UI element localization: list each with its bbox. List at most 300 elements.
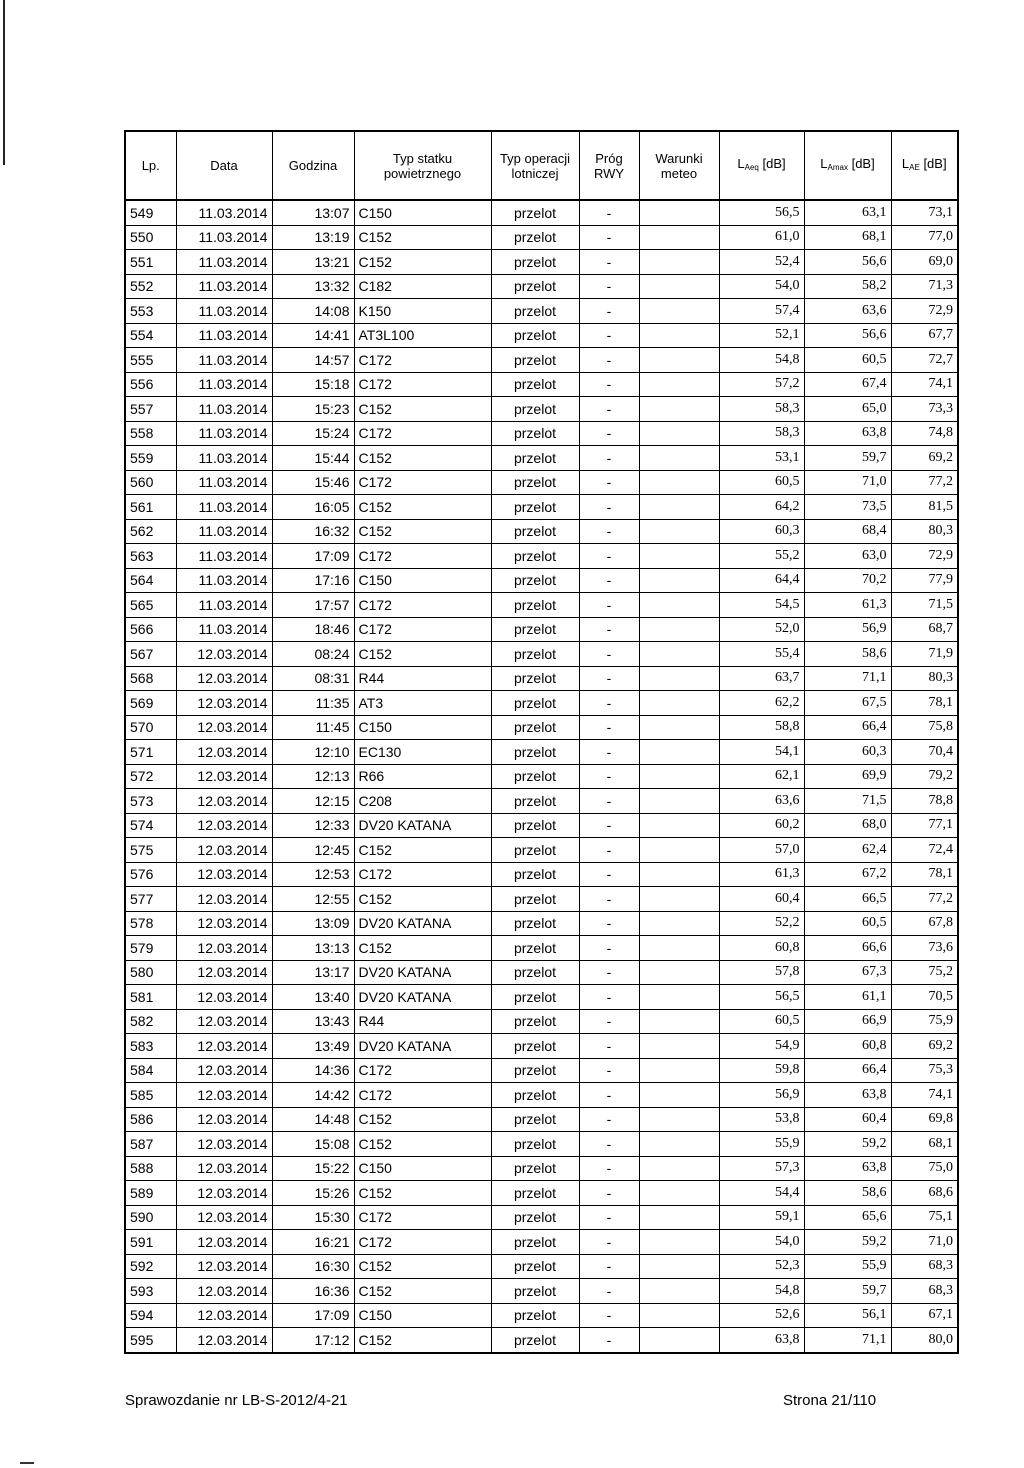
table-row — [125, 887, 958, 912]
cell-operation-type: przelot — [491, 911, 579, 936]
cell-operation-type: przelot — [491, 200, 579, 225]
cell-lp: 554 — [125, 323, 176, 348]
header-lp: Lp. — [125, 131, 176, 200]
cell-aircraft-type: C172 — [354, 862, 491, 887]
cell-runway-threshold: - — [579, 323, 639, 348]
table-row — [125, 642, 958, 667]
cell-weather — [639, 323, 719, 348]
cell-lae: 77,0 — [891, 225, 958, 250]
cell-weather — [639, 200, 719, 225]
cell-time: 18:46 — [272, 617, 354, 642]
cell-laeq: 55,2 — [719, 544, 804, 569]
cell-date: 12.03.2014 — [176, 1205, 272, 1230]
cell-date: 11.03.2014 — [176, 200, 272, 225]
cell-lae: 80,3 — [891, 666, 958, 691]
cell-runway-threshold: - — [579, 1254, 639, 1279]
cell-lamax: 65,0 — [804, 397, 891, 422]
cell-date: 11.03.2014 — [176, 250, 272, 275]
cell-laeq: 56,9 — [719, 1083, 804, 1108]
cell-aircraft-type: C172 — [354, 348, 491, 373]
cell-weather — [639, 862, 719, 887]
table-row — [125, 372, 958, 397]
cell-date: 11.03.2014 — [176, 323, 272, 348]
cell-lamax: 70,2 — [804, 568, 891, 593]
cell-runway-threshold: - — [579, 348, 639, 373]
cell-weather — [639, 1132, 719, 1157]
cell-laeq: 64,2 — [719, 495, 804, 520]
cell-lamax: 66,5 — [804, 887, 891, 912]
cell-aircraft-type: C152 — [354, 495, 491, 520]
cell-operation-type: przelot — [491, 1034, 579, 1059]
table-row — [125, 446, 958, 471]
cell-runway-threshold: - — [579, 446, 639, 471]
table-row — [125, 348, 958, 373]
cell-lamax: 56,6 — [804, 250, 891, 275]
cell-operation-type: przelot — [491, 642, 579, 667]
table-row — [125, 495, 958, 520]
header-laeq: $L_{Aeq}$ [dB] — [719, 131, 804, 200]
table-row — [125, 813, 958, 838]
cell-date: 11.03.2014 — [176, 299, 272, 324]
cell-lamax: 61,3 — [804, 593, 891, 618]
cell-time: 15:18 — [272, 372, 354, 397]
cell-weather — [639, 1009, 719, 1034]
cell-laeq: 61,0 — [719, 225, 804, 250]
cell-aircraft-type: DV20 KATANA — [354, 911, 491, 936]
cell-date: 12.03.2014 — [176, 1107, 272, 1132]
cell-lae: 67,7 — [891, 323, 958, 348]
cell-lamax: 58,6 — [804, 1181, 891, 1206]
table-row — [125, 1156, 958, 1181]
cell-runway-threshold: - — [579, 1034, 639, 1059]
cell-runway-threshold: - — [579, 936, 639, 961]
cell-lamax: 59,7 — [804, 1279, 891, 1304]
cell-date: 12.03.2014 — [176, 715, 272, 740]
cell-aircraft-type: C172 — [354, 593, 491, 618]
cell-aircraft-type: C172 — [354, 470, 491, 495]
cell-lamax: 68,0 — [804, 813, 891, 838]
cell-operation-type: przelot — [491, 764, 579, 789]
cell-time: 14:48 — [272, 1107, 354, 1132]
cell-lae: 68,3 — [891, 1254, 958, 1279]
cell-time: 13:43 — [272, 1009, 354, 1034]
cell-operation-type: przelot — [491, 1058, 579, 1083]
cell-operation-type: przelot — [491, 225, 579, 250]
cell-date: 11.03.2014 — [176, 446, 272, 471]
cell-date: 12.03.2014 — [176, 789, 272, 814]
cell-laeq: 54,1 — [719, 740, 804, 765]
cell-time: 12:10 — [272, 740, 354, 765]
cell-weather — [639, 666, 719, 691]
cell-aircraft-type: C152 — [354, 1254, 491, 1279]
table-row — [125, 1034, 958, 1059]
cell-aircraft-type: C152 — [354, 1181, 491, 1206]
cell-operation-type: przelot — [491, 519, 579, 544]
cell-time: 15:26 — [272, 1181, 354, 1206]
cell-lamax: 60,3 — [804, 740, 891, 765]
cell-operation-type: przelot — [491, 789, 579, 814]
cell-weather — [639, 348, 719, 373]
table-body — [125, 200, 958, 1353]
cell-lp: 579 — [125, 936, 176, 961]
cell-lae: 69,2 — [891, 446, 958, 471]
cell-lamax: 59,7 — [804, 446, 891, 471]
cell-aircraft-type: C152 — [354, 225, 491, 250]
cell-weather — [639, 960, 719, 985]
table-row — [125, 1181, 958, 1206]
table-row — [125, 862, 958, 887]
cell-runway-threshold: - — [579, 617, 639, 642]
cell-time: 13:19 — [272, 225, 354, 250]
cell-weather — [639, 936, 719, 961]
cell-weather — [639, 887, 719, 912]
table-row — [125, 911, 958, 936]
cell-weather — [639, 1083, 719, 1108]
cell-operation-type: przelot — [491, 985, 579, 1010]
cell-operation-type: przelot — [491, 544, 579, 569]
cell-date: 12.03.2014 — [176, 1132, 272, 1157]
cell-lae: 71,3 — [891, 274, 958, 299]
cell-runway-threshold: - — [579, 372, 639, 397]
cell-aircraft-type: C172 — [354, 1058, 491, 1083]
cell-lae: 77,9 — [891, 568, 958, 593]
cell-aircraft-type: C172 — [354, 421, 491, 446]
cell-date: 12.03.2014 — [176, 838, 272, 863]
cell-aircraft-type: C152 — [354, 250, 491, 275]
cell-date: 12.03.2014 — [176, 666, 272, 691]
cell-time: 17:16 — [272, 568, 354, 593]
cell-operation-type: przelot — [491, 1009, 579, 1034]
cell-lp: 591 — [125, 1230, 176, 1255]
table-row — [125, 740, 958, 765]
cell-date: 11.03.2014 — [176, 617, 272, 642]
cell-time: 15:44 — [272, 446, 354, 471]
cell-lamax: 59,2 — [804, 1230, 891, 1255]
cell-aircraft-type: C152 — [354, 838, 491, 863]
cell-lamax: 66,6 — [804, 936, 891, 961]
cell-operation-type: przelot — [491, 397, 579, 422]
cell-runway-threshold: - — [579, 544, 639, 569]
cell-weather — [639, 911, 719, 936]
table-row — [125, 568, 958, 593]
cell-laeq: 58,8 — [719, 715, 804, 740]
cell-aircraft-type: C152 — [354, 519, 491, 544]
table-row — [125, 985, 958, 1010]
cell-weather — [639, 299, 719, 324]
header-lae: $L_{AE}$ [dB] — [891, 131, 958, 200]
cell-operation-type: przelot — [491, 715, 579, 740]
cell-time: 13:09 — [272, 911, 354, 936]
cell-aircraft-type: C152 — [354, 642, 491, 667]
cell-operation-type: przelot — [491, 1156, 579, 1181]
table-row — [125, 1230, 958, 1255]
table-row — [125, 838, 958, 863]
cell-runway-threshold: - — [579, 715, 639, 740]
cell-weather — [639, 397, 719, 422]
cell-laeq: 52,6 — [719, 1303, 804, 1328]
cell-runway-threshold: - — [579, 666, 639, 691]
cell-lp: 558 — [125, 421, 176, 446]
cell-date: 12.03.2014 — [176, 764, 272, 789]
cell-time: 12:45 — [272, 838, 354, 863]
cell-lp: 585 — [125, 1083, 176, 1108]
cell-date: 11.03.2014 — [176, 225, 272, 250]
cell-date: 11.03.2014 — [176, 470, 272, 495]
cell-time: 12:55 — [272, 887, 354, 912]
cell-date: 12.03.2014 — [176, 1254, 272, 1279]
cell-runway-threshold: - — [579, 838, 639, 863]
cell-date: 12.03.2014 — [176, 1034, 272, 1059]
cell-weather — [639, 642, 719, 667]
table-row — [125, 470, 958, 495]
cell-laeq: 54,4 — [719, 1181, 804, 1206]
cell-laeq: 54,0 — [719, 274, 804, 299]
cell-date: 11.03.2014 — [176, 544, 272, 569]
cell-operation-type: przelot — [491, 1107, 579, 1132]
cell-lae: 68,1 — [891, 1132, 958, 1157]
cell-laeq: 52,4 — [719, 250, 804, 275]
cell-laeq: 52,0 — [719, 617, 804, 642]
cell-laeq: 53,8 — [719, 1107, 804, 1132]
cell-lae: 68,3 — [891, 1279, 958, 1304]
cell-weather — [639, 1058, 719, 1083]
cell-aircraft-type: C150 — [354, 1156, 491, 1181]
cell-time: 13:32 — [272, 274, 354, 299]
table-row — [125, 323, 958, 348]
cell-lamax: 60,8 — [804, 1034, 891, 1059]
cell-lp: 560 — [125, 470, 176, 495]
cell-operation-type: przelot — [491, 1132, 579, 1157]
cell-runway-threshold: - — [579, 1083, 639, 1108]
cell-laeq: 54,0 — [719, 1230, 804, 1255]
cell-runway-threshold: - — [579, 789, 639, 814]
cell-date: 12.03.2014 — [176, 985, 272, 1010]
cell-operation-type: przelot — [491, 1303, 579, 1328]
cell-lamax: 73,5 — [804, 495, 891, 520]
cell-weather — [639, 1328, 719, 1353]
cell-operation-type: przelot — [491, 299, 579, 324]
cell-weather — [639, 544, 719, 569]
header-prog-rwy: Próg RWY — [579, 131, 639, 200]
cell-operation-type: przelot — [491, 1279, 579, 1304]
cell-weather — [639, 740, 719, 765]
table-row — [125, 715, 958, 740]
cell-lamax: 65,6 — [804, 1205, 891, 1230]
header-lamax: $L_{Amax}$ [dB] — [804, 131, 891, 200]
cell-lae: 67,1 — [891, 1303, 958, 1328]
cell-date: 12.03.2014 — [176, 813, 272, 838]
cell-operation-type: przelot — [491, 1181, 579, 1206]
table-row — [125, 1205, 958, 1230]
cell-lp: 570 — [125, 715, 176, 740]
cell-weather — [639, 1279, 719, 1304]
cell-weather — [639, 691, 719, 716]
cell-lamax: 67,2 — [804, 862, 891, 887]
cell-lp: 571 — [125, 740, 176, 765]
cell-laeq: 60,3 — [719, 519, 804, 544]
cell-laeq: 60,5 — [719, 1009, 804, 1034]
cell-runway-threshold: - — [579, 397, 639, 422]
cell-lae: 78,1 — [891, 862, 958, 887]
cell-lamax: 58,2 — [804, 274, 891, 299]
table-row — [125, 691, 958, 716]
cell-lae: 74,8 — [891, 421, 958, 446]
cell-lae: 70,4 — [891, 740, 958, 765]
table-row — [125, 666, 958, 691]
table-row — [125, 789, 958, 814]
cell-laeq: 61,3 — [719, 862, 804, 887]
cell-runway-threshold: - — [579, 1156, 639, 1181]
cell-lae: 74,1 — [891, 1083, 958, 1108]
cell-weather — [639, 568, 719, 593]
table-row — [125, 1083, 958, 1108]
cell-runway-threshold: - — [579, 887, 639, 912]
cell-date: 12.03.2014 — [176, 1058, 272, 1083]
cell-weather — [639, 519, 719, 544]
cell-aircraft-type: AT3L100 — [354, 323, 491, 348]
cell-laeq: 52,3 — [719, 1254, 804, 1279]
cell-time: 13:13 — [272, 936, 354, 961]
cell-lae: 71,9 — [891, 642, 958, 667]
table-row — [125, 960, 958, 985]
cell-lae: 74,1 — [891, 372, 958, 397]
cell-operation-type: przelot — [491, 691, 579, 716]
header-warunki-meteo: Warunki meteo — [639, 131, 719, 200]
cell-laeq: 63,8 — [719, 1328, 804, 1353]
cell-aircraft-type: K150 — [354, 299, 491, 324]
table-row — [125, 1328, 958, 1353]
table-row — [125, 617, 958, 642]
cell-lamax: 63,1 — [804, 200, 891, 225]
cell-operation-type: przelot — [491, 348, 579, 373]
cell-lae: 78,1 — [891, 691, 958, 716]
cell-aircraft-type: C152 — [354, 1328, 491, 1353]
cell-lamax: 63,8 — [804, 1156, 891, 1181]
table-row — [125, 1279, 958, 1304]
cell-laeq: 54,5 — [719, 593, 804, 618]
cell-operation-type: przelot — [491, 568, 579, 593]
cell-lae: 67,8 — [891, 911, 958, 936]
cell-weather — [639, 495, 719, 520]
cell-date: 12.03.2014 — [176, 1279, 272, 1304]
cell-time: 17:12 — [272, 1328, 354, 1353]
cell-weather — [639, 1156, 719, 1181]
table-row — [125, 200, 958, 225]
cell-date: 11.03.2014 — [176, 348, 272, 373]
cell-lp: 572 — [125, 764, 176, 789]
cell-lae: 72,7 — [891, 348, 958, 373]
cell-weather — [639, 593, 719, 618]
cell-lae: 77,2 — [891, 887, 958, 912]
cell-weather — [639, 250, 719, 275]
table-row — [125, 1132, 958, 1157]
cell-lp: 561 — [125, 495, 176, 520]
table-row — [125, 1058, 958, 1083]
cell-lp: 567 — [125, 642, 176, 667]
cell-operation-type: przelot — [491, 372, 579, 397]
cell-lae: 75,8 — [891, 715, 958, 740]
cell-time: 16:36 — [272, 1279, 354, 1304]
cell-time: 14:08 — [272, 299, 354, 324]
cell-operation-type: przelot — [491, 1254, 579, 1279]
cell-lp: 559 — [125, 446, 176, 471]
cell-runway-threshold: - — [579, 1009, 639, 1034]
cell-time: 13:07 — [272, 200, 354, 225]
cell-laeq: 62,1 — [719, 764, 804, 789]
cell-weather — [639, 617, 719, 642]
cell-operation-type: przelot — [491, 274, 579, 299]
cell-laeq: 60,2 — [719, 813, 804, 838]
cell-lae: 75,9 — [891, 1009, 958, 1034]
cell-operation-type: przelot — [491, 421, 579, 446]
cell-lamax: 66,9 — [804, 1009, 891, 1034]
cell-weather — [639, 1230, 719, 1255]
cell-time: 15:24 — [272, 421, 354, 446]
scan-mark — [20, 1462, 34, 1464]
cell-date: 12.03.2014 — [176, 1156, 272, 1181]
cell-lp: 553 — [125, 299, 176, 324]
cell-operation-type: przelot — [491, 470, 579, 495]
cell-lae: 77,1 — [891, 813, 958, 838]
cell-time: 13:17 — [272, 960, 354, 985]
cell-operation-type: przelot — [491, 1083, 579, 1108]
cell-lamax: 62,4 — [804, 838, 891, 863]
cell-lp: 574 — [125, 813, 176, 838]
cell-runway-threshold: - — [579, 862, 639, 887]
cell-lae: 69,2 — [891, 1034, 958, 1059]
cell-time: 14:36 — [272, 1058, 354, 1083]
cell-weather — [639, 446, 719, 471]
table-row — [125, 1303, 958, 1328]
cell-laeq: 59,1 — [719, 1205, 804, 1230]
cell-time: 17:09 — [272, 544, 354, 569]
cell-laeq: 54,9 — [719, 1034, 804, 1059]
table-row — [125, 1009, 958, 1034]
cell-runway-threshold: - — [579, 1328, 639, 1353]
cell-lp: 578 — [125, 911, 176, 936]
cell-lae: 80,0 — [891, 1328, 958, 1353]
cell-weather — [639, 1303, 719, 1328]
cell-lp: 556 — [125, 372, 176, 397]
cell-laeq: 58,3 — [719, 397, 804, 422]
cell-lae: 81,5 — [891, 495, 958, 520]
cell-lp: 580 — [125, 960, 176, 985]
table-row — [125, 225, 958, 250]
cell-operation-type: przelot — [491, 838, 579, 863]
report-number: Sprawozdanie nr LB-S-2012/4-21 — [125, 1392, 348, 1409]
cell-aircraft-type: C208 — [354, 789, 491, 814]
table-row — [125, 299, 958, 324]
cell-lamax: 66,4 — [804, 715, 891, 740]
cell-lamax: 60,4 — [804, 1107, 891, 1132]
cell-laeq: 60,5 — [719, 470, 804, 495]
cell-lp: 562 — [125, 519, 176, 544]
cell-runway-threshold: - — [579, 1279, 639, 1304]
cell-lamax: 68,4 — [804, 519, 891, 544]
cell-operation-type: przelot — [491, 1230, 579, 1255]
cell-time: 17:57 — [272, 593, 354, 618]
cell-date: 12.03.2014 — [176, 642, 272, 667]
cell-weather — [639, 421, 719, 446]
cell-lamax: 71,5 — [804, 789, 891, 814]
cell-aircraft-type: EC130 — [354, 740, 491, 765]
cell-operation-type: przelot — [491, 1205, 579, 1230]
cell-operation-type: przelot — [491, 887, 579, 912]
cell-weather — [639, 985, 719, 1010]
cell-lp: 555 — [125, 348, 176, 373]
cell-aircraft-type: DV20 KATANA — [354, 960, 491, 985]
cell-lae: 75,1 — [891, 1205, 958, 1230]
